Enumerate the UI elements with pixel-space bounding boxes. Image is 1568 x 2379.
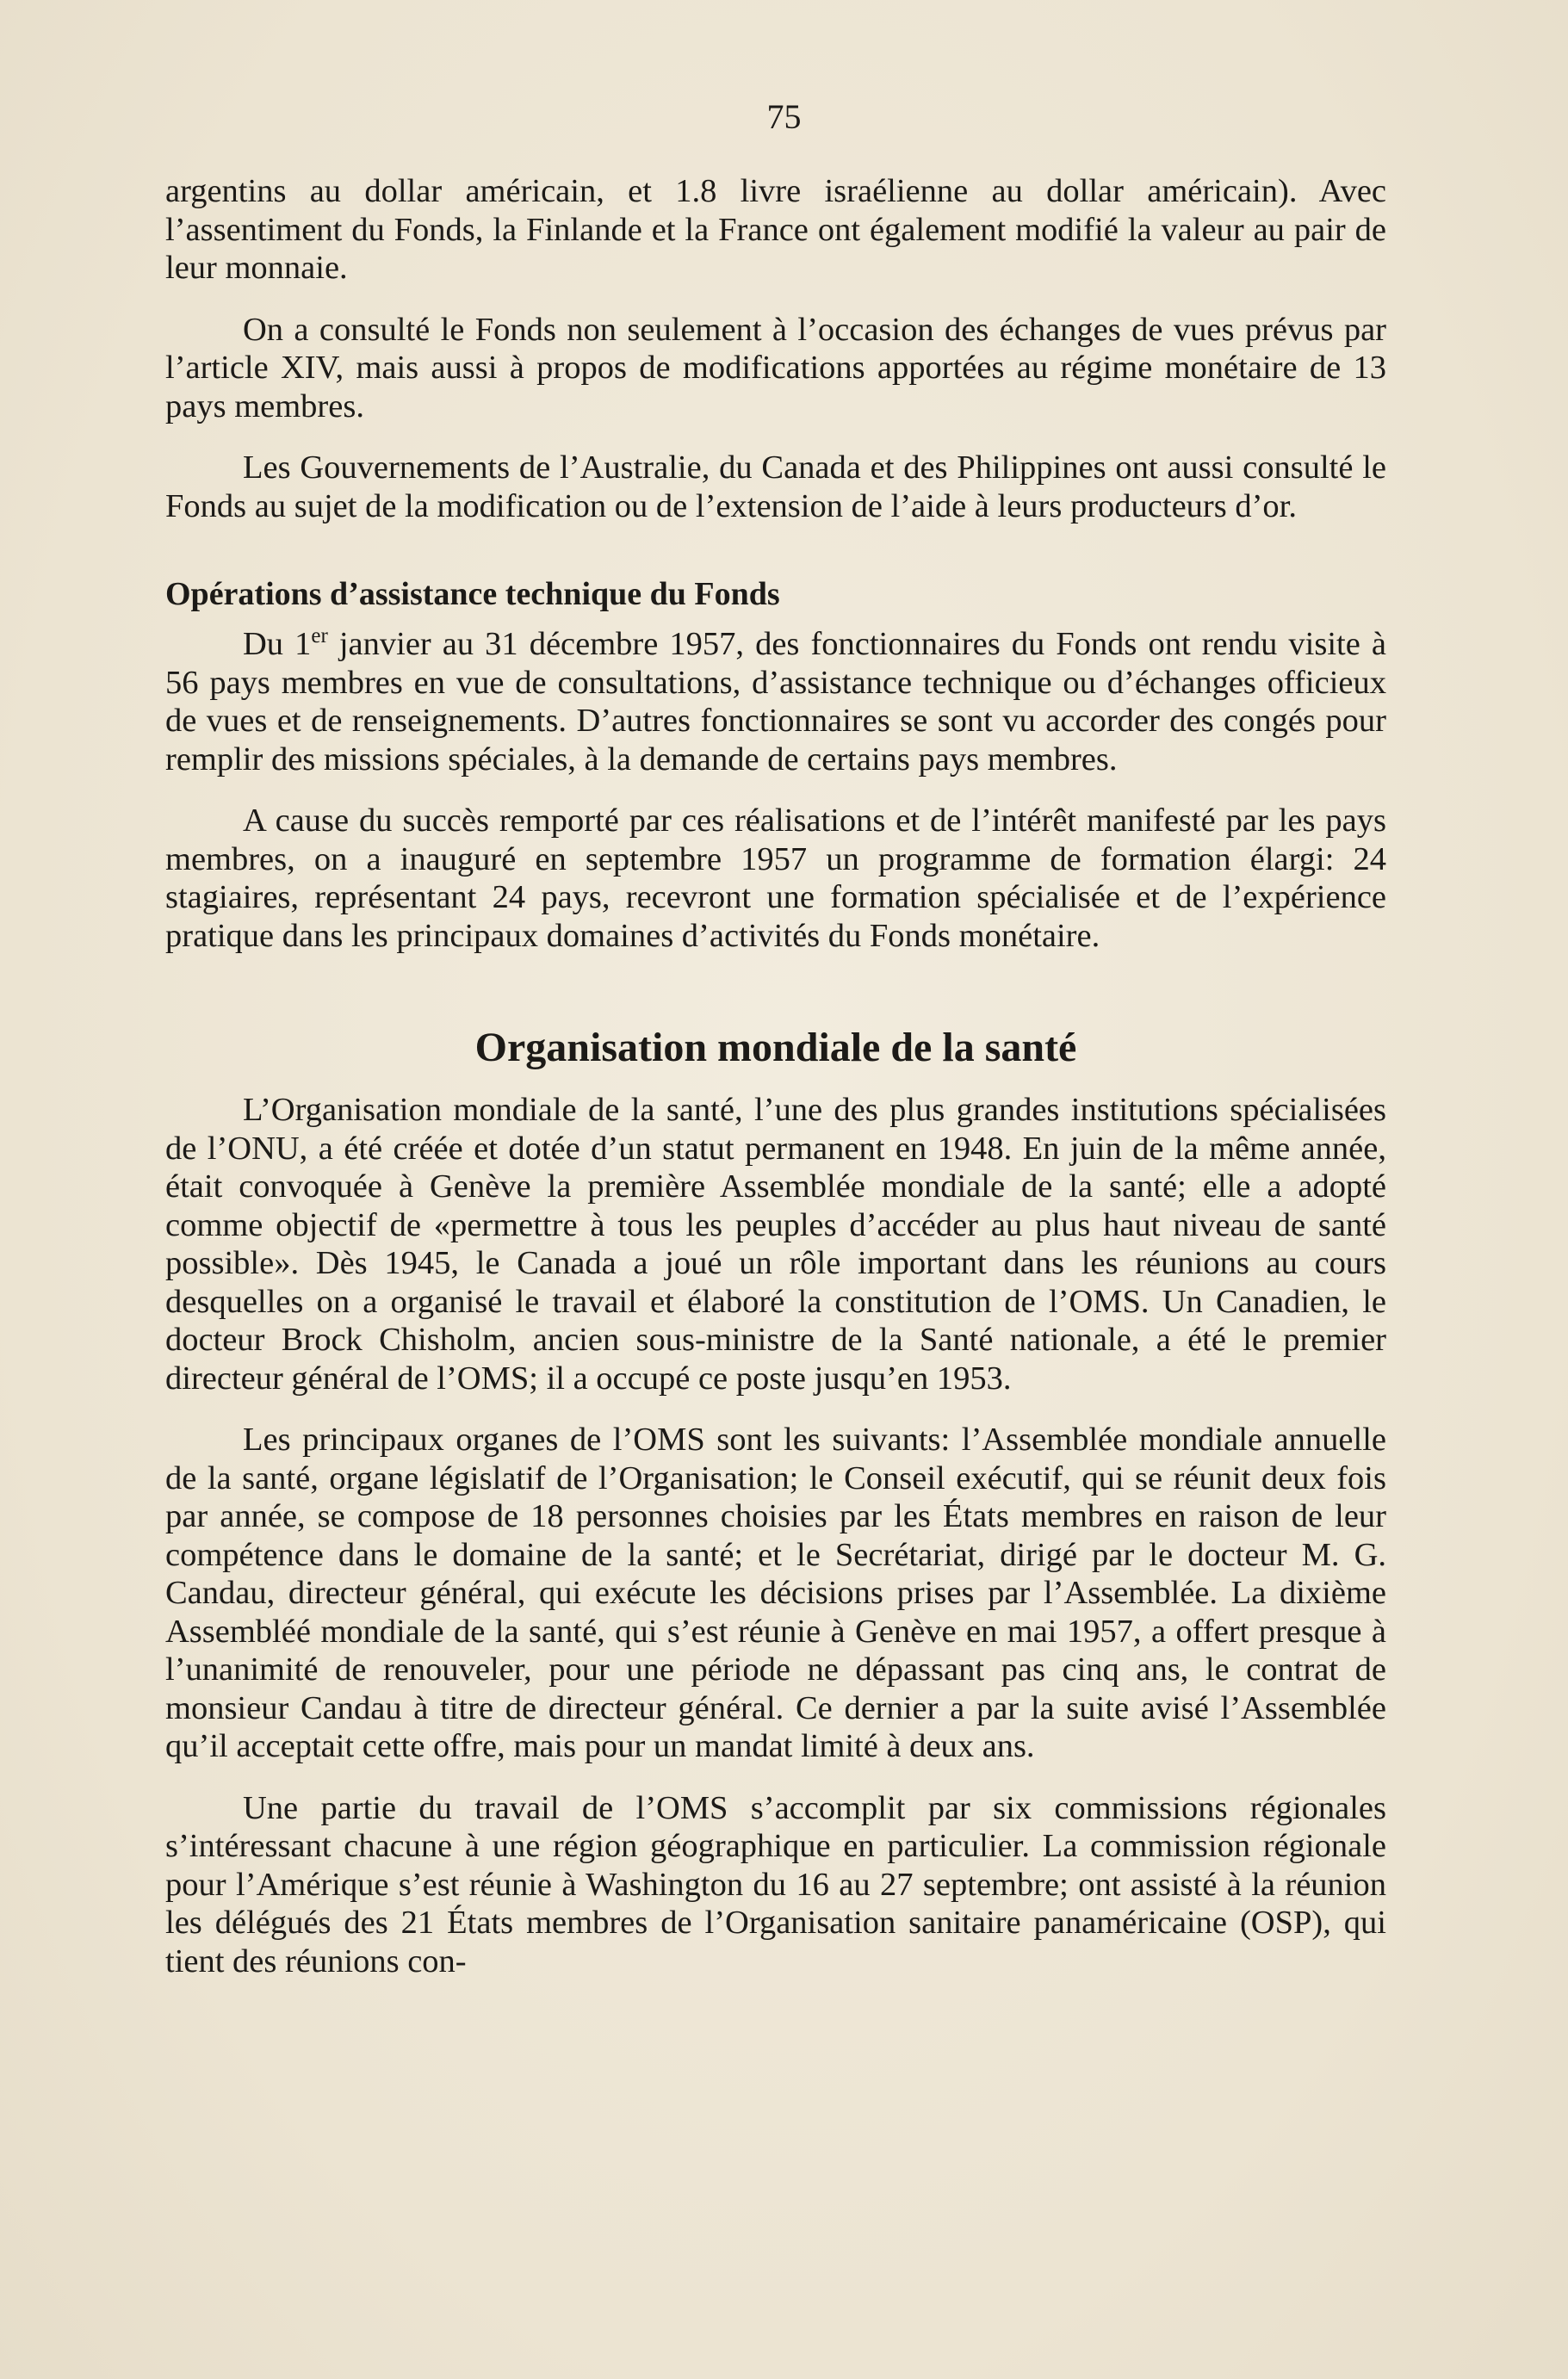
paragraph-continuation: argentins au dollar américain, et 1.8 livre israélienne au dollar américain). Avec l’assentiment du Fonds, la Finlande et la France ont également modifié la valeur au pair de leur monnaie. <box>165 173 1386 286</box>
page-number: 75 <box>766 97 802 136</box>
paragraph: Les principaux organes de l’OMS sont les suivants: l’Assemblée mondiale annuelle de la santé, organe législatif de l’Organisation; le Conseil exécutif, qui se réunit deux fois par année, se compose de 18 personnes choisies par les États membres en raison de leur compétence dans le domaine de la santé; et le Secrétariat, dirigé par le docteur M. G. Candau, directeur général, qui exécute les décisions prises par l’Assemblée. La dixième Assembléé mondiale de la santé, qui s’est réunie à Genève en mai 1957, a offert presque à l’unanimité de renouveler, pour une période ne dépassant pas cinq ans, le contrat de monsieur Candau à titre de directeur général. Ce dernier a par la suite avisé l’Assemblée qu’il acceptait cette offre, mais pour un mandat limité à deux ans. <box>165 1422 1386 1764</box>
paragraph: Une partie du travail de l’OMS s’accomplit par six commissions régionales s’intéressant chacune à une région géographique en particulier. La commission régionale pour l’Amérique s’est réunie à Washington du 16 au 27 septembre; ont assisté à la réunion les délégués des 21 États membres de l’Organisation sanitaire panaméricaine (OSP), qui tient des réunions con- <box>165 1789 1386 1979</box>
paragraph: On a consulté le Fonds non seulement à l’occasion des échanges de vues prévus par l’article XIV, mais aussi à propos de modifications apportées au régime monétaire de 13 pays membres. <box>165 311 1386 424</box>
body-text <box>165 172 1386 1980</box>
text-run: janvier au 31 décembre 1957, des fonctionnaires du Fonds ont rendu visite à 56 pays membres en vue de consultations, d’assistance technique ou d’échanges officieux de vues et de renseignements. D’autres fonctionnaires se sont vu accorder des congés pour remplir des missions spéciales, à la demande de certains pays membres. <box>165 626 1386 778</box>
paragraph <box>165 625 1386 778</box>
paragraph: A cause du succès remporté par ces réalisations et de l’intérêt manifesté par les pays membres, on a inauguré en septembre 1957 un programme de formation élargi: 24 stagiaires, représentant 24 pays, recevront une formation spécialisée et de l’expérience pratique dans les principaux domaines d’activités du Fonds monétaire. <box>165 802 1386 954</box>
section-title-oms: Organisation mondiale de la santé <box>474 1025 1077 1070</box>
text-run: Du 1 <box>243 626 312 662</box>
superscript: er <box>311 624 328 647</box>
section-heading-technical-assistance: Opérations d’assistance technique du Fonds <box>165 576 780 612</box>
paragraph: L’Organisation mondiale de la santé, l’une des plus grandes institutions spécialisées de l’ONU, a été créée et dotée d’un statut permanent en 1948. En juin de la même année, était convoquée à Genève la première Assemblée mondiale de la santé; elle a adopté comme objectif de «permettre à tous les peuples d’accéder au plus haut niveau de santé possible». Dès 1945, le Canada a joué un rôle important dans les réunions au cours desquelles on a organisé le travail et élaboré la constitution de l’OMS. Un Canadien, le docteur Brock Chisholm, ancien sous-ministre de la Santé nationale, a été le premier directeur général de l’OMS; il a occupé ce poste jusqu’en 1953. <box>165 1092 1386 1397</box>
paragraph: Les Gouvernements de l’Australie, du Canada et des Philippines ont aussi consulté le Fonds au sujet de la modification ou de l’extension de l’aide à leurs producteurs d’or. <box>165 449 1386 524</box>
